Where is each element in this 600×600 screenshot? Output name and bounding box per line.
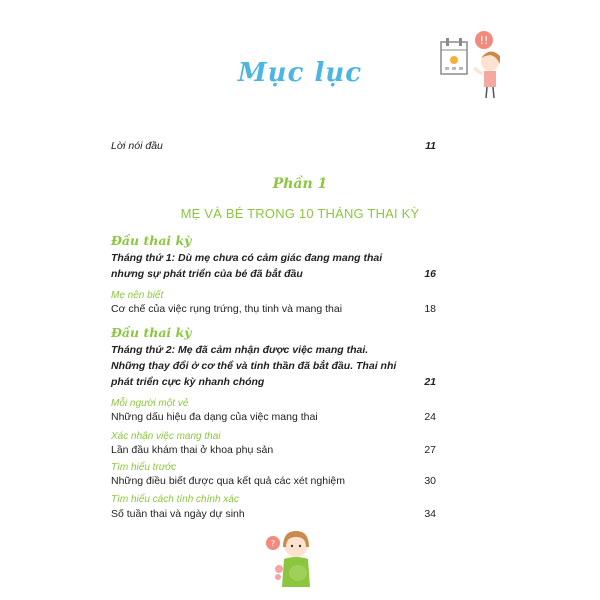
toc-entry xyxy=(111,411,436,423)
part-label: Phần 1 xyxy=(272,176,328,192)
entry-category: Tìm hiểu trước xyxy=(111,462,177,473)
page-title: Mục lục xyxy=(237,58,363,88)
entry-title: Lần đầu khám thai ở khoa phụ sản xyxy=(111,444,274,456)
month-title-line: nhưng sự phát triển của bé đã bắt đầu xyxy=(111,268,303,280)
preface-label: Lời nói đầu xyxy=(111,140,163,152)
entry-category: Mẹ nên biết xyxy=(111,290,164,301)
month-title-line: Tháng thứ 2: Mẹ đã cảm nhận được việc mang thai. xyxy=(111,344,369,356)
entry-title: Số tuần thai và ngày dự sinh xyxy=(111,508,245,520)
toc-entry xyxy=(111,444,436,456)
toc-entry xyxy=(111,303,436,315)
section-label: Đầu thai kỳ xyxy=(111,325,192,340)
entry-title: Những điều biết được qua kết quả các xét nghiệm xyxy=(111,475,345,487)
entry-page: 30 xyxy=(424,475,436,487)
pregnant-girl-illustration xyxy=(262,525,328,591)
toc-entry xyxy=(111,475,436,487)
month-row xyxy=(111,376,436,388)
svg-text:!!: !! xyxy=(479,34,489,47)
month-title-line: Những thay đổi ở cơ thể và tinh thần đã bắt đầu. Thai nhi xyxy=(111,360,397,372)
month-page: 16 xyxy=(424,268,436,280)
month-title-line: phát triển cực kỳ nhanh chóng xyxy=(111,376,265,388)
entry-category: Tìm hiểu cách tính chính xác xyxy=(111,494,239,505)
entry-category: Mỗi người một vẻ xyxy=(111,398,189,409)
entry-title: Cơ chế của việc rụng trứng, thụ tinh và mang thai xyxy=(111,303,343,315)
preface-page: 11 xyxy=(425,140,436,152)
toc-entry xyxy=(111,508,436,520)
month-row xyxy=(111,268,436,280)
entry-page: 24 xyxy=(424,411,436,423)
entry-page: 27 xyxy=(424,444,436,456)
month-title-line: Tháng thứ 1: Dù mẹ chưa có cảm giác đang mang thai xyxy=(111,252,383,264)
entry-page: 18 xyxy=(424,303,436,315)
part-heading: MẸ VÀ BÉ TRONG 10 THÁNG THAI KỲ xyxy=(180,206,420,221)
svg-text:?: ? xyxy=(270,539,276,548)
entry-title: Những dấu hiệu đa dạng của việc mang thai xyxy=(111,411,318,423)
month-page: 21 xyxy=(424,376,436,388)
entry-category: Xác nhận việc mang thai xyxy=(111,431,221,442)
entry-page: 34 xyxy=(424,508,436,520)
section-label: Đầu thai kỳ xyxy=(111,233,192,248)
preface-row xyxy=(111,140,436,152)
